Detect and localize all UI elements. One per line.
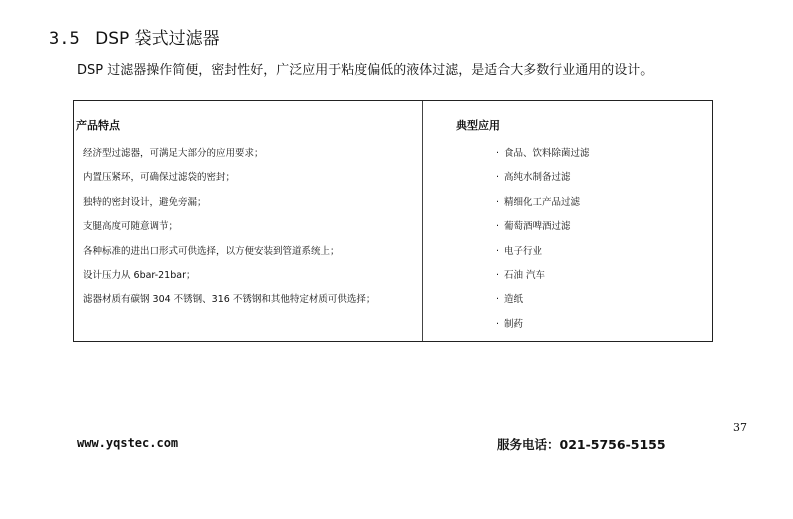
application-item bbox=[496, 318, 706, 342]
application-label: 制药 bbox=[504, 318, 524, 330]
bullet-icon: · bbox=[496, 318, 500, 330]
features-title: 产品特点 bbox=[76, 119, 120, 132]
application-label: 电子行业 bbox=[504, 245, 543, 257]
feature-item: 各种标准的进出口形式可供选择，以方便安装到管道系统上； bbox=[83, 245, 340, 257]
application-label: 高纯水制备过滤 bbox=[504, 172, 571, 184]
applications-list bbox=[456, 147, 706, 342]
service-phone: 服务电话：021-5756-5155 bbox=[497, 437, 666, 452]
spec-table bbox=[73, 100, 713, 342]
bullet-icon: · bbox=[496, 148, 500, 159]
feature-item: 滤器材质有碳钢 304 不锈钢、316 不锈钢和其他特定材质可供选择； bbox=[83, 294, 376, 306]
application-item bbox=[496, 147, 706, 171]
website-link[interactable]: www.yqstec.com bbox=[77, 436, 179, 450]
bullet-icon: · bbox=[496, 196, 500, 208]
section-title: DSP 袋式过滤器 bbox=[95, 29, 220, 49]
application-item bbox=[496, 171, 706, 195]
bullet-icon: · bbox=[496, 221, 500, 233]
feature-item: 支腿高度可随意调节； bbox=[83, 221, 179, 233]
features-list bbox=[76, 147, 416, 318]
applications-column bbox=[456, 117, 706, 342]
application-label: 食品、饮料除菌过滤 bbox=[504, 148, 590, 159]
section-heading bbox=[49, 24, 220, 49]
application-item bbox=[496, 293, 706, 317]
bullet-icon: · bbox=[496, 269, 500, 281]
application-item bbox=[496, 245, 706, 269]
bullet-icon: · bbox=[496, 245, 500, 257]
feature-item: 经济型过滤器，可满足大部分的应用要求； bbox=[83, 148, 264, 159]
application-item bbox=[496, 220, 706, 244]
feature-item: 内置压紧环，可确保过滤袋的密封； bbox=[83, 172, 236, 184]
feature-item: 独特的密封设计，避免旁漏； bbox=[83, 196, 207, 208]
application-item bbox=[496, 269, 706, 293]
intro-paragraph: DSP 过滤器操作简便，密封性好，广泛应用于粘度偏低的液体过滤，是适合大多数行业通用的设计。 bbox=[77, 63, 654, 78]
application-label: 精细化工产品过滤 bbox=[504, 196, 581, 208]
feature-item: 设计压力从 6bar-21bar； bbox=[83, 269, 196, 281]
application-item bbox=[496, 196, 706, 220]
application-label: 石油 汽车 bbox=[504, 269, 546, 281]
column-divider bbox=[422, 101, 423, 341]
application-label: 造纸 bbox=[504, 294, 524, 306]
bullet-icon: · bbox=[496, 172, 500, 184]
page-number: 37 bbox=[733, 421, 747, 434]
features-column bbox=[76, 117, 416, 318]
application-label: 葡萄酒啤酒过滤 bbox=[504, 221, 571, 233]
bullet-icon: · bbox=[496, 294, 500, 306]
applications-title: 典型应用 bbox=[456, 119, 500, 132]
section-number: 3.5 bbox=[49, 29, 80, 49]
